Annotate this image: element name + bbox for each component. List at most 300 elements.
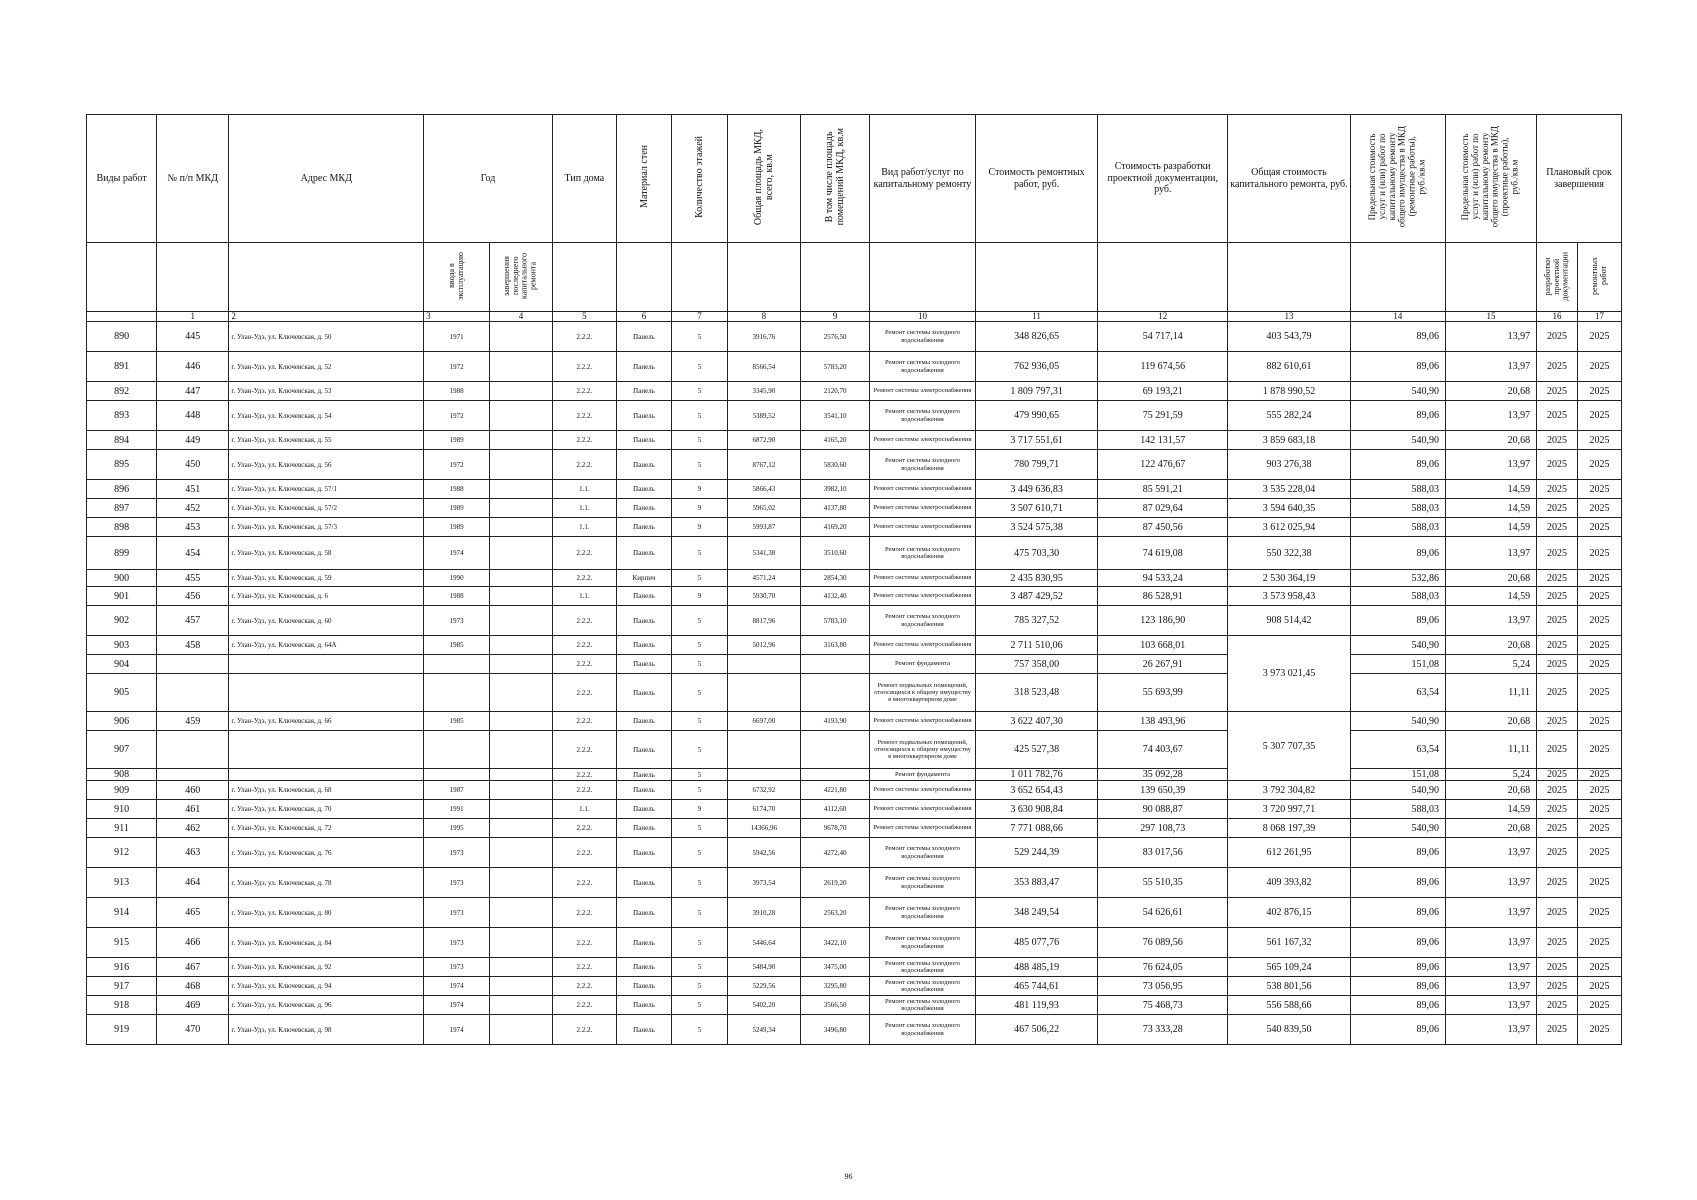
adres-cell: г. Улан-Удэ, ул. Ключевская, д. 76 [229,838,424,868]
adres-cell [229,674,424,712]
vid-rabot-cell: 909 [87,781,157,800]
god-vvoda-cell [424,731,490,769]
vid-rabot-cell: 917 [87,977,157,996]
stoimost-remont-cell: 757 358,00 [975,655,1098,674]
obshaya-ploshad-cell: 5446,64 [727,928,800,958]
vid-rabot-uslug-cell: Ремонт системы электроснабжения [870,480,976,499]
ploshad-pomesheniy-cell: 3566,50 [801,996,870,1015]
tip-doma-cell: 2.2.2. [552,537,616,570]
vid-rabot-uslug-cell: Ремонт системы холодного водоснабжения [870,996,976,1015]
obshaya-ploshad-cell: 4571,24 [727,570,800,587]
pred-rem-cell: 63,54 [1350,731,1445,769]
god-zaversheniya-cell [490,382,553,401]
srok-razrabotki-cell: 2025 [1537,958,1578,977]
table-row [87,712,1622,731]
column-number: 10 [870,312,976,322]
header-stoimost-remont: Стоимость ремонтных работ, руб. [975,115,1098,243]
god-zaversheniya-cell [490,401,553,431]
adres-cell: г. Улан-Удэ, ул. Ключевская, д. 57/2 [229,499,424,518]
obshaya-stoimost-cell: 2 530 364,19 [1228,570,1351,587]
god-vvoda-cell: 1987 [424,781,490,800]
obshaya-ploshad-cell: 8817,96 [727,606,800,636]
vid-rabot-cell: 890 [87,322,157,352]
srok-remont-cell: 2025 [1577,322,1621,352]
obshaya-stoimost-cell: 3 973 021,45 [1228,636,1351,712]
pred-proekt-cell: 20,68 [1445,819,1536,838]
obshaya-ploshad-cell: 3910,28 [727,898,800,928]
vid-rabot-cell: 914 [87,898,157,928]
adres-cell: г. Улан-Удэ, ул. Ключевская, д. 70 [229,800,424,819]
ploshad-pomesheniy-cell [801,655,870,674]
pred-rem-cell: 89,06 [1350,958,1445,977]
tip-doma-cell: 2.2.2. [552,712,616,731]
vid-rabot-uslug-cell: Ремонт системы холодного водоснабжения [870,322,976,352]
god-zaversheniya-cell [490,636,553,655]
god-vvoda-cell: 1974 [424,1015,490,1045]
etazhi-cell: 5 [672,352,727,382]
adres-cell [229,769,424,781]
etazhi-cell: 5 [672,819,727,838]
srok-razrabotki-cell: 2025 [1537,898,1578,928]
srok-razrabotki-cell: 2025 [1537,499,1578,518]
god-zaversheniya-cell [490,674,553,712]
stoimost-remont-cell: 467 506,22 [975,1015,1098,1045]
material-cell: Панель [616,996,671,1015]
tip-doma-cell: 1.1. [552,480,616,499]
pred-rem-cell: 89,06 [1350,898,1445,928]
god-zaversheniya-cell [490,322,553,352]
srok-razrabotki-cell: 2025 [1537,674,1578,712]
nomer-mkd-cell: 458 [157,636,229,655]
column-number: 16 [1537,312,1578,322]
stoimost-proekt-cell: 76 624,05 [1098,958,1228,977]
pred-proekt-cell: 13,97 [1445,958,1536,977]
column-number-row [87,312,1622,322]
etazhi-cell: 5 [672,322,727,352]
nomer-mkd-cell: 463 [157,838,229,868]
srok-remont-cell: 2025 [1577,587,1621,606]
vid-rabot-cell: 918 [87,996,157,1015]
subheader-empty [157,243,229,312]
god-vvoda-cell: 1990 [424,570,490,587]
nomer-mkd-cell: 462 [157,819,229,838]
tip-doma-cell: 1.1. [552,587,616,606]
vid-rabot-uslug-cell: Ремонт системы холодного водоснабжения [870,868,976,898]
material-cell: Панель [616,655,671,674]
tip-doma-cell: 2.2.2. [552,819,616,838]
nomer-mkd-cell: 464 [157,868,229,898]
etazhi-cell: 5 [672,868,727,898]
vid-rabot-uslug-cell: Ремонт системы холодного водоснабжения [870,352,976,382]
subheader-empty [1445,243,1536,312]
material-cell: Панель [616,674,671,712]
table-row [87,928,1622,958]
ploshad-pomesheniy-cell: 2563,20 [801,898,870,928]
ploshad-pomesheniy-cell: 4272,40 [801,838,870,868]
god-vvoda-cell: 1973 [424,898,490,928]
srok-remont-cell: 2025 [1577,958,1621,977]
nomer-mkd-cell: 470 [157,1015,229,1045]
stoimost-remont-cell: 3 717 551,61 [975,431,1098,450]
obshaya-stoimost-cell: 561 167,32 [1228,928,1351,958]
adres-cell: г. Улан-Удэ, ул. Ключевская, д. 50 [229,322,424,352]
ploshad-pomesheniy-cell: 4112,60 [801,800,870,819]
obshaya-stoimost-cell: 3 859 683,18 [1228,431,1351,450]
material-cell: Панель [616,636,671,655]
etazhi-cell: 9 [672,480,727,499]
adres-cell: г. Улан-Удэ, ул. Ключевская, д. 66 [229,712,424,731]
stoimost-remont-cell: 348 249,54 [975,898,1098,928]
srok-razrabotki-cell: 2025 [1537,636,1578,655]
vid-rabot-uslug-cell: Ремонт системы холодного водоснабжения [870,958,976,977]
stoimost-remont-cell: 488 485,19 [975,958,1098,977]
vid-rabot-uslug-cell: Ремонт системы холодного водоснабжения [870,1015,976,1045]
material-cell: Панель [616,958,671,977]
tip-doma-cell: 2.2.2. [552,636,616,655]
ploshad-pomesheniy-cell: 3422,10 [801,928,870,958]
vid-rabot-cell: 904 [87,655,157,674]
tip-doma-cell: 2.2.2. [552,781,616,800]
pred-rem-cell: 588,03 [1350,480,1445,499]
obshaya-stoimost-cell: 903 276,38 [1228,450,1351,480]
stoimost-proekt-cell: 54 717,14 [1098,322,1228,352]
obshaya-ploshad-cell: 8566,54 [727,352,800,382]
adres-cell: г. Улан-Удэ, ул. Ключевская, д. 78 [229,868,424,898]
srok-razrabotki-cell: 2025 [1537,587,1578,606]
material-cell: Панель [616,587,671,606]
table-row [87,655,1622,674]
obshaya-ploshad-cell: 6174,70 [727,800,800,819]
pred-rem-cell: 89,06 [1350,450,1445,480]
obshaya-ploshad-cell: 8767,12 [727,450,800,480]
pred-rem-cell: 540,90 [1350,431,1445,450]
god-vvoda-cell: 1995 [424,819,490,838]
nomer-mkd-cell: 457 [157,606,229,636]
table-row [87,819,1622,838]
table-row [87,480,1622,499]
obshaya-ploshad-cell: 5930,70 [727,587,800,606]
vid-rabot-uslug-cell: Ремонт системы электроснабжения [870,431,976,450]
tip-doma-cell: 2.2.2. [552,450,616,480]
subheader-empty [1098,243,1228,312]
stoimost-proekt-cell: 74 403,67 [1098,731,1228,769]
vid-rabot-uslug-cell: Ремонт системы холодного водоснабжения [870,401,976,431]
pred-rem-cell: 540,90 [1350,781,1445,800]
tip-doma-cell: 2.2.2. [552,322,616,352]
srok-remont-cell: 2025 [1577,655,1621,674]
stoimost-proekt-cell: 73 056,95 [1098,977,1228,996]
god-vvoda-cell: 1971 [424,322,490,352]
srok-remont-cell: 2025 [1577,898,1621,928]
ploshad-pomesheniy-cell: 9678,70 [801,819,870,838]
obshaya-ploshad-cell: 5402,20 [727,996,800,1015]
srok-remont-cell: 2025 [1577,731,1621,769]
table-row [87,781,1622,800]
god-zaversheniya-cell [490,587,553,606]
tip-doma-cell: 2.2.2. [552,868,616,898]
srok-remont-cell: 2025 [1577,382,1621,401]
stoimost-remont-cell: 2 711 510,06 [975,636,1098,655]
god-vvoda-cell: 1985 [424,712,490,731]
god-zaversheniya-cell [490,819,553,838]
stoimost-proekt-cell: 69 193,21 [1098,382,1228,401]
obshaya-stoimost-cell: 3 594 640,35 [1228,499,1351,518]
stoimost-proekt-cell: 142 131,57 [1098,431,1228,450]
tip-doma-cell: 1.1. [552,518,616,537]
ploshad-pomesheniy-cell [801,674,870,712]
capital-repair-table [86,114,1622,1045]
obshaya-ploshad-cell: 6697,00 [727,712,800,731]
vid-rabot-cell: 902 [87,606,157,636]
srok-remont-cell: 2025 [1577,401,1621,431]
tip-doma-cell: 2.2.2. [552,570,616,587]
srok-remont-cell: 2025 [1577,977,1621,996]
stoimost-proekt-cell: 85 591,21 [1098,480,1228,499]
table-row [87,499,1622,518]
stoimost-remont-cell: 353 883,47 [975,868,1098,898]
srok-razrabotki-cell: 2025 [1537,769,1578,781]
vid-rabot-cell: 905 [87,674,157,712]
stoimost-proekt-cell: 35 092,28 [1098,769,1228,781]
vid-rabot-uslug-cell: Ремонт системы электроснабжения [870,819,976,838]
srok-remont-cell: 2025 [1577,636,1621,655]
etazhi-cell: 5 [672,655,727,674]
obshaya-stoimost-cell: 5 307 707,35 [1228,712,1351,781]
pred-proekt-cell: 13,97 [1445,996,1536,1015]
obshaya-stoimost-cell: 402 876,15 [1228,898,1351,928]
material-cell: Панель [616,480,671,499]
vid-rabot-cell: 900 [87,570,157,587]
god-zaversheniya-cell [490,518,553,537]
stoimost-remont-cell: 479 990,65 [975,401,1098,431]
obshaya-ploshad-cell: 5993,87 [727,518,800,537]
etazhi-cell: 5 [672,1015,727,1045]
srok-remont-cell: 2025 [1577,819,1621,838]
obshaya-stoimost-cell: 556 588,66 [1228,996,1351,1015]
srok-razrabotki-cell: 2025 [1537,781,1578,800]
tip-doma-cell: 2.2.2. [552,996,616,1015]
srok-razrabotki-cell: 2025 [1537,401,1578,431]
srok-remont-cell: 2025 [1577,352,1621,382]
srok-remont-cell: 2025 [1577,838,1621,868]
vid-rabot-cell: 891 [87,352,157,382]
subheader-empty [870,243,976,312]
stoimost-remont-cell: 481 119,93 [975,996,1098,1015]
stoimost-remont-cell: 465 744,61 [975,977,1098,996]
adres-cell: г. Улан-Удэ, ул. Ключевская, д. 54 [229,401,424,431]
obshaya-ploshad-cell [727,655,800,674]
stoimost-proekt-cell: 55 693,99 [1098,674,1228,712]
pred-rem-cell: 89,06 [1350,322,1445,352]
obshaya-stoimost-cell: 3 573 958,43 [1228,587,1351,606]
vid-rabot-uslug-cell: Ремонт системы электроснабжения [870,518,976,537]
stoimost-remont-cell: 3 524 575,38 [975,518,1098,537]
ploshad-pomesheniy-cell: 4132,40 [801,587,870,606]
god-zaversheniya-cell [490,480,553,499]
table-row [87,636,1622,655]
stoimost-remont-cell: 318 523,48 [975,674,1098,712]
tip-doma-cell: 2.2.2. [552,655,616,674]
adres-cell: г. Улан-Удэ, ул. Ключевская, д. 58 [229,537,424,570]
column-number: 11 [975,312,1098,322]
stoimost-remont-cell: 3 487 429,52 [975,587,1098,606]
srok-remont-cell: 2025 [1577,450,1621,480]
pred-rem-cell: 588,03 [1350,800,1445,819]
subheader-empty [87,243,157,312]
srok-remont-cell: 2025 [1577,518,1621,537]
srok-razrabotki-cell: 2025 [1537,800,1578,819]
etazhi-cell: 5 [672,781,727,800]
stoimost-proekt-cell: 87 029,64 [1098,499,1228,518]
obshaya-stoimost-cell: 550 322,38 [1228,537,1351,570]
stoimost-remont-cell: 3 630 908,84 [975,800,1098,819]
table-row [87,450,1622,480]
column-number: 2 [229,312,424,322]
ploshad-pomesheniy-cell: 2619,20 [801,868,870,898]
ploshad-pomesheniy-cell: 3475,00 [801,958,870,977]
god-zaversheniya-cell [490,431,553,450]
etazhi-cell: 5 [672,958,727,977]
vid-rabot-cell: 916 [87,958,157,977]
subheader-empty [727,243,800,312]
pred-proekt-cell: 14,59 [1445,499,1536,518]
srok-razrabotki-cell: 2025 [1537,570,1578,587]
tip-doma-cell: 2.2.2. [552,898,616,928]
nomer-mkd-cell: 448 [157,401,229,431]
obshaya-ploshad-cell: 5341,38 [727,537,800,570]
srok-remont-cell: 2025 [1577,769,1621,781]
column-number: 4 [490,312,553,322]
nomer-mkd-cell: 465 [157,898,229,928]
srok-razrabotki-cell: 2025 [1537,537,1578,570]
table-row [87,431,1622,450]
pred-proekt-cell: 13,97 [1445,606,1536,636]
ploshad-pomesheniy-cell: 3541,10 [801,401,870,431]
srok-remont-cell: 2025 [1577,781,1621,800]
ploshad-pomesheniy-cell: 2576,50 [801,322,870,352]
etazhi-cell: 5 [672,382,727,401]
stoimost-proekt-cell: 75 291,59 [1098,401,1228,431]
obshaya-stoimost-cell: 565 109,24 [1228,958,1351,977]
ploshad-pomesheniy-cell: 3163,80 [801,636,870,655]
pred-proekt-cell: 20,68 [1445,570,1536,587]
stoimost-proekt-cell: 297 108,73 [1098,819,1228,838]
table-row [87,958,1622,977]
page-number: 96 [844,1172,853,1181]
adres-cell: г. Улан-Удэ, ул. Ключевская, д. 68 [229,781,424,800]
header-obshaya-stoimost: Общая стоимость капитального ремонта, руб. [1228,115,1351,243]
column-number: 1 [157,312,229,322]
god-vvoda-cell [424,655,490,674]
table-row [87,1015,1622,1045]
stoimost-proekt-cell: 87 450,56 [1098,518,1228,537]
god-vvoda-cell: 1974 [424,977,490,996]
table-body [87,322,1622,1045]
god-vvoda-cell [424,674,490,712]
god-vvoda-cell: 1972 [424,401,490,431]
stoimost-remont-cell: 780 799,71 [975,450,1098,480]
adres-cell: г. Улан-Удэ, ул. Ключевская, д. 80 [229,898,424,928]
table-row [87,606,1622,636]
obshaya-ploshad-cell: 5942,56 [727,838,800,868]
god-zaversheniya-cell [490,868,553,898]
vid-rabot-uslug-cell: Ремонт системы электроснабжения [870,570,976,587]
vid-rabot-cell: 898 [87,518,157,537]
material-cell: Панель [616,800,671,819]
vid-rabot-cell: 901 [87,587,157,606]
stoimost-proekt-cell: 55 510,35 [1098,868,1228,898]
vid-rabot-uslug-cell: Ремонт системы холодного водоснабжения [870,838,976,868]
obshaya-stoimost-cell: 555 282,24 [1228,401,1351,431]
srok-razrabotki-cell: 2025 [1537,996,1578,1015]
pred-proekt-cell: 13,97 [1445,1015,1536,1045]
pred-proekt-cell: 11,11 [1445,674,1536,712]
srok-razrabotki-cell: 2025 [1537,480,1578,499]
god-vvoda-cell: 1973 [424,928,490,958]
pred-proekt-cell: 13,97 [1445,928,1536,958]
srok-remont-cell: 2025 [1577,1015,1621,1045]
table-row [87,996,1622,1015]
pred-proekt-cell: 20,68 [1445,382,1536,401]
srok-razrabotki-cell: 2025 [1537,382,1578,401]
stoimost-remont-cell: 3 507 610,71 [975,499,1098,518]
ploshad-pomesheniy-cell: 2120,70 [801,382,870,401]
header-obshaya-ploshad: Общая площадь МКД, всего, кв.м [727,115,800,243]
srok-razrabotki-cell: 2025 [1537,928,1578,958]
etazhi-cell: 5 [672,537,727,570]
tip-doma-cell: 2.2.2. [552,382,616,401]
pred-rem-cell: 588,03 [1350,499,1445,518]
vid-rabot-uslug-cell: Ремонт системы электроснабжения [870,712,976,731]
stoimost-remont-cell: 3 622 407,30 [975,712,1098,731]
subheader-empty [801,243,870,312]
etazhi-cell: 5 [672,977,727,996]
vid-rabot-uslug-cell: Ремонт системы электроснабжения [870,382,976,401]
header-pred-rem: Предельная стоимость услуг и (или) работ по капитальному ремонту общего имущества в МКД (ремонтные работы), руб./кв.м [1350,115,1445,243]
srok-remont-cell: 2025 [1577,800,1621,819]
header-razrabotki: разработки проектной документации [1537,243,1578,312]
nomer-mkd-cell: 454 [157,537,229,570]
column-number: 8 [727,312,800,322]
subheader-empty [672,243,727,312]
pred-proekt-cell: 13,97 [1445,322,1536,352]
material-cell: Панель [616,352,671,382]
srok-remont-cell: 2025 [1577,606,1621,636]
god-zaversheniya-cell [490,570,553,587]
material-cell: Панель [616,712,671,731]
nomer-mkd-cell: 469 [157,996,229,1015]
god-zaversheniya-cell [490,781,553,800]
pred-rem-cell: 540,90 [1350,712,1445,731]
obshaya-stoimost-cell: 538 801,56 [1228,977,1351,996]
table-row [87,674,1622,712]
material-cell: Панель [616,518,671,537]
header-remontnyh: ремонтных работ [1577,243,1621,312]
etazhi-cell: 5 [672,769,727,781]
srok-remont-cell: 2025 [1577,928,1621,958]
adres-cell: г. Улан-Удэ, ул. Ключевская, д. 53 [229,382,424,401]
pred-proekt-cell: 14,59 [1445,800,1536,819]
obshaya-ploshad-cell: 3916,76 [727,322,800,352]
stoimost-remont-cell: 1 809 797,31 [975,382,1098,401]
nomer-mkd-cell [157,769,229,781]
material-cell: Панель [616,868,671,898]
table-row [87,537,1622,570]
tip-doma-cell: 2.2.2. [552,1015,616,1045]
vid-rabot-uslug-cell: Ремонт системы электроснабжения [870,781,976,800]
nomer-mkd-cell: 466 [157,928,229,958]
nomer-mkd-cell: 460 [157,781,229,800]
